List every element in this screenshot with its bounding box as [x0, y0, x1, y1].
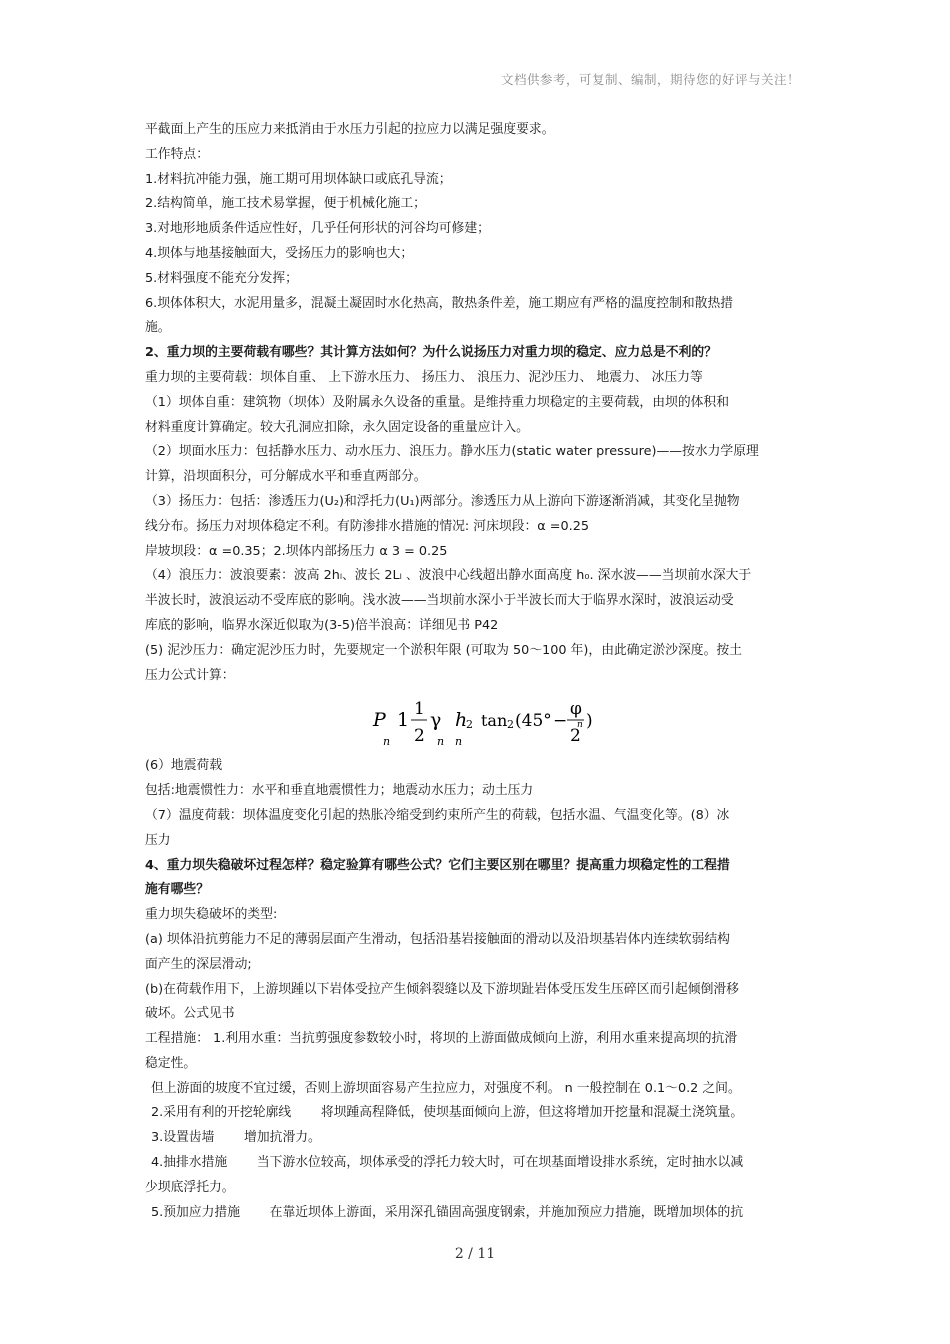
- text-line: （3）扬压力：包括：渗透压力(U₂)和浮托力(U₁)两部分。渗透压力从上游向下游逐渐消减，其变化呈抛物: [145, 493, 740, 509]
- formula-subscript: n: [577, 720, 583, 731]
- text-line: 材料重度计算确定。较大孔洞应扣除，永久固定设备的重量应计入。: [145, 419, 529, 435]
- text-line: 2.结构简单，施工技术易掌握，便于机械化施工；: [145, 196, 426, 212]
- text-line: 线分布。扬压力对坝体稳定不利。有防渗排水措施的情况: 河床坝段：α =0.25: [145, 518, 590, 534]
- text-line: 3.设置齿墙 增加抗滑力。: [151, 1130, 321, 1146]
- formula-h: h: [455, 709, 468, 732]
- text-line: 面产生的深层滑动;: [145, 956, 252, 972]
- formula-superscript: 2: [507, 718, 514, 732]
- question-heading: 2、重力坝的主要荷载有哪些？其计算方法如何？为什么说扬压力对重力坝的稳定、应力总是不利的？: [145, 345, 717, 361]
- text-line: 4.抽排水措施 当下游水位较高，坝体承受的浮托力较大时，可在坝基面增设排水系统，定时抽水以减: [151, 1155, 744, 1171]
- formula-subscript: n: [455, 735, 463, 749]
- question-heading: 施有哪些？: [145, 882, 209, 898]
- formula-close: ): [586, 711, 593, 732]
- formula-minus: −: [553, 711, 568, 732]
- question-heading: 4、重力坝失稳破坏过程怎样？稳定验算有哪些公式？它们主要区别在哪里？提高重力坝稳定性的工程措: [145, 857, 730, 873]
- document-body: [145, 118, 810, 1225]
- header-note: 文档供参考，可复制、编制，期待您的好评与关注！: [500, 72, 800, 87]
- text-line: 工程措施： 1.利用水重：当抗剪强度参数较小时，将坝的上游面做成倾向上游，利用水重来提高坝的抗滑: [145, 1031, 738, 1047]
- text-line: 施。: [145, 320, 171, 336]
- formula-phi: φ: [570, 699, 582, 720]
- formula-symbol: 1: [397, 709, 410, 732]
- text-line: 但上游面的坡度不宜过缓，否则上游坝面容易产生拉应力，对强度不利。 n 一般控制在 0.1～0.2 之间。: [151, 1080, 741, 1096]
- text-line: 1.材料抗冲能力强，施工期可用坝体缺口或底孔导流；: [145, 171, 452, 187]
- sediment-pressure-formula: [371, 696, 611, 754]
- formula-superscript: 2: [466, 718, 473, 732]
- text-line: 工作特点：: [145, 146, 209, 162]
- formula-subscript: n: [437, 735, 445, 749]
- text-line: （7）温度荷载：坝体温度变化引起的热胀冷缩受到约束所产生的荷载，包括水温、气温变化等。(8）冰: [145, 807, 730, 823]
- text-line: （1）坝体自重：建筑物（坝体）及附属永久设备的重量。是维持重力坝稳定的主要荷载，由坝的体积和: [145, 394, 730, 410]
- text-line: （2）坝面水压力：包括静水压力、动水压力、浪压力。静水压力(static water pressure)——按水力学原理: [145, 444, 759, 460]
- formula-denominator: 2: [570, 726, 581, 747]
- formula-tan: tan: [481, 711, 508, 731]
- text-line: (6）地震荷载: [145, 758, 223, 774]
- text-line: 库底的影响，临界水深近似取为(3-5)倍半浪高：详细见书 P42: [145, 617, 499, 633]
- formula-row: [145, 688, 810, 754]
- text-line: 计算，沿坝面积分，可分解成水平和垂直两部分。: [145, 469, 427, 485]
- text-line: 破坏。公式见书: [145, 1006, 235, 1022]
- text-line: 3.对地形地质条件适应性好，几乎任何形状的河谷均可修建；: [145, 221, 490, 237]
- formula-symbol: P: [373, 709, 386, 732]
- text-line: 岸坡坝段：α =0.35；2.坝体内部扬压力 α 3 = 0.25: [145, 543, 448, 559]
- text-line: （4）浪压力：波浪要素：波高 2hₗ、波长 2Lₗ 、波浪中心线超出静水面高度 h₀. 深水波——当坝前水深大于: [145, 568, 752, 584]
- text-line: 稳定性。: [145, 1055, 197, 1071]
- text-line: 平截面上产生的压应力来抵消由于水压力引起的拉应力以满足强度要求。: [145, 122, 555, 137]
- text-line: 6.坝体体积大，水泥用量多，混凝土凝固时水化热高，散热条件差，施工期应有严格的温度控制和散热措: [145, 295, 734, 311]
- text-line: (a) 坝体沿抗剪能力不足的薄弱层面产生滑动，包括沿基岩接触面的滑动以及沿坝基岩体内连续软弱结构: [145, 931, 730, 947]
- text-line: 5.预加应力措施 在靠近坝体上游面，采用深孔锚固高强度钢索，并施加预应力措施，既增加坝体的抗: [151, 1204, 744, 1220]
- text-line: 5.材料强度不能充分发挥；: [145, 270, 298, 286]
- text-line: 压力公式计算：: [145, 667, 235, 683]
- formula-numerator: 1: [414, 699, 425, 720]
- text-line: 重力坝失稳破坏的类型:: [145, 907, 278, 923]
- text-line: 半波长时，波浪运动不受库底的影响。浅水波——当坝前水深小于半波长而大于临界水深时，波浪运动受: [145, 593, 734, 609]
- text-line: 4.坝体与地基接触面大，受扬压力的影响也大；: [145, 245, 414, 261]
- text-line: (5) 泥沙压力：确定泥沙压力时，先要规定一个淤积年限 (可取为 50～100 年)，由此确定淤沙深度。按土: [145, 642, 742, 658]
- formula-angle: (45°: [515, 711, 552, 732]
- formula-gamma: γ: [430, 709, 442, 732]
- page-number: 2 / 11: [454, 1246, 496, 1262]
- formula-denominator: 2: [414, 726, 425, 747]
- formula-subscript: n: [383, 735, 391, 749]
- text-line: 少坝底浮托力。: [145, 1179, 235, 1195]
- text-line: 2.采用有利的开挖轮廓线 将坝踵高程降低，使坝基面倾向上游，但这将增加开挖量和混凝土浇筑量。: [151, 1105, 744, 1121]
- text-line: (b)在荷载作用下，上游坝踵以下岩体受拉产生倾斜裂缝以及下游坝趾岩体受压发生压碎区而引起倾倒滑移: [145, 981, 739, 997]
- text-line: 重力坝的主要荷载：坝体自重、 上下游水压力、 扬压力、 浪压力、泥沙压力、 地震力、 冰压力等: [145, 369, 703, 385]
- text-line: 压力: [145, 832, 171, 848]
- text-line: 包括:地震惯性力：水平和垂直地震惯性力；地震动水压力；动土压力: [145, 783, 534, 799]
